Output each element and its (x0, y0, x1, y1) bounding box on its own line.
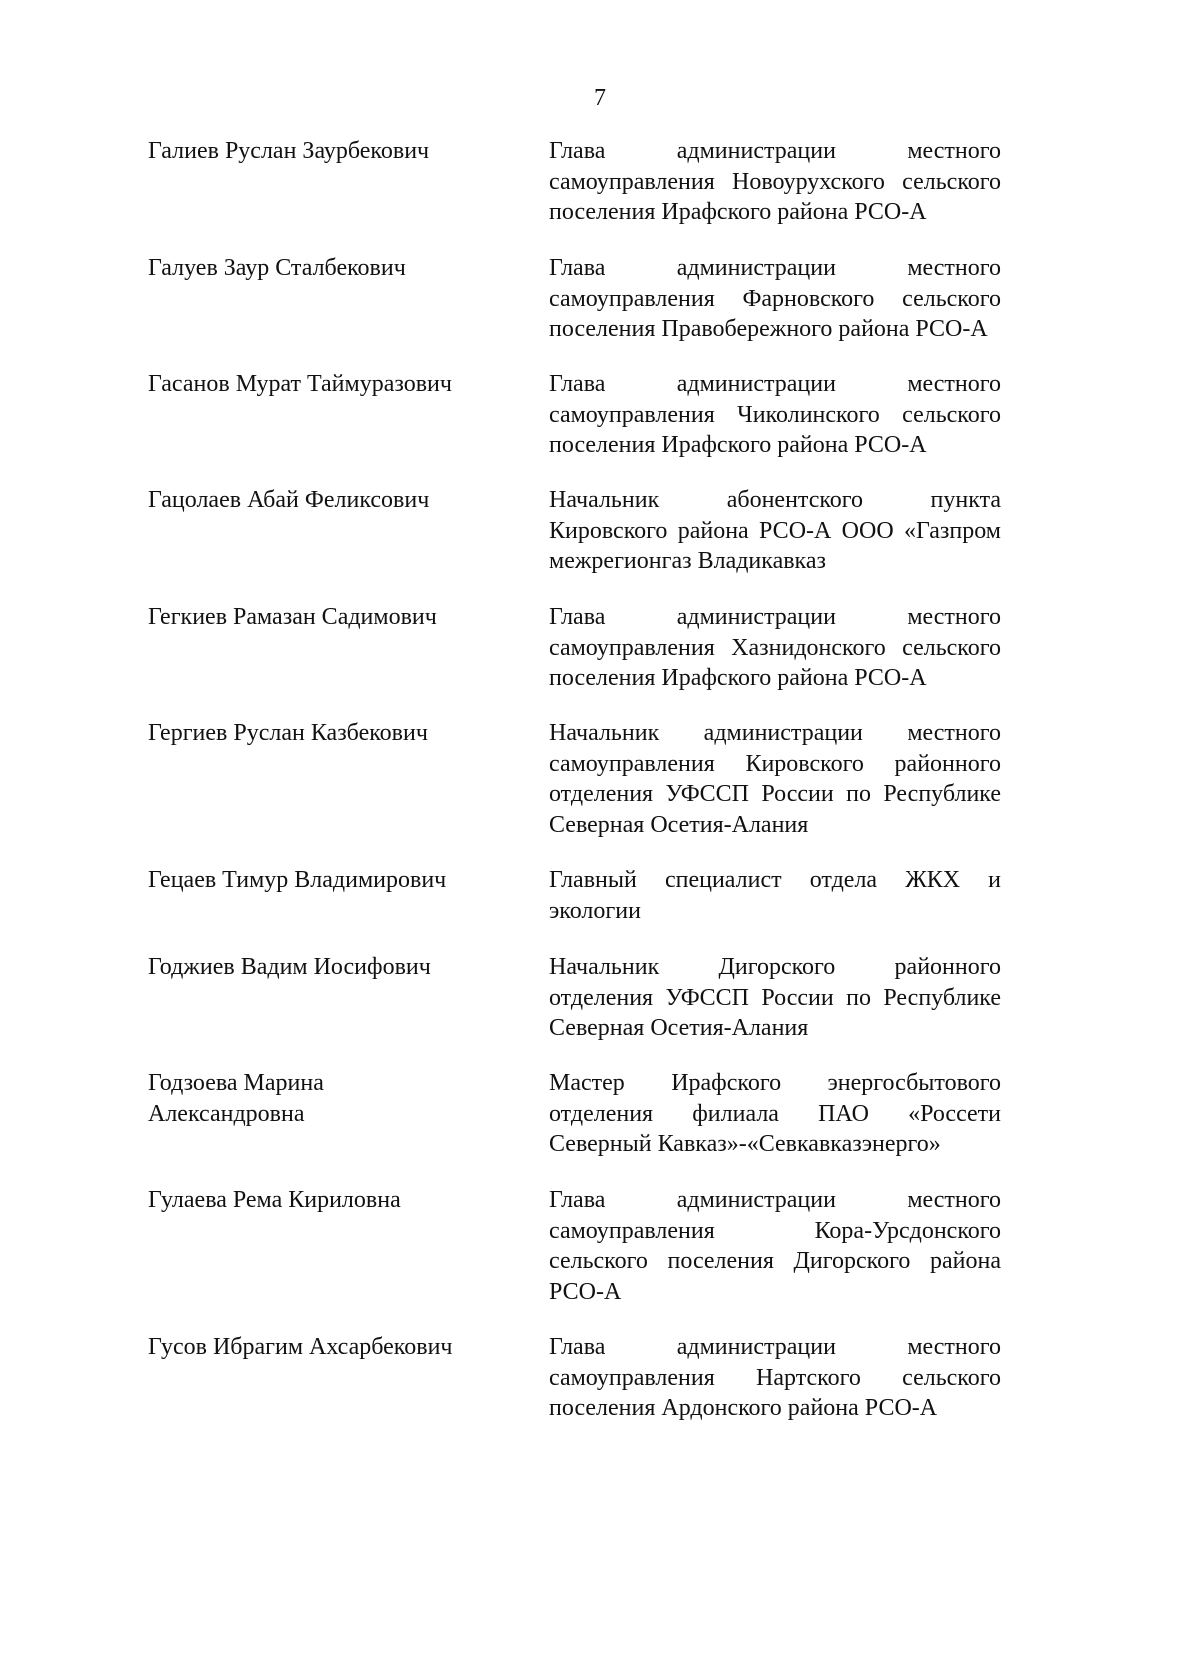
person-name: Годжиев Вадим Иосифович (148, 954, 431, 980)
person-name: Гегкиев Рамазан Садимович (148, 604, 437, 630)
person-name: Гасанов Мурат Таймуразович (148, 371, 452, 397)
person-position: Глава администрации местного самоуправления Нартского сельского поселения Ардонского района РСО-А (549, 1334, 1001, 1421)
person-name: Гулаева Рема Кириловна (148, 1187, 401, 1213)
person-position: Глава администрации местного самоуправления Хазнидонского сельского поселения Ирафского района РСО-А (549, 604, 1001, 691)
person-name: Гусов Ибрагим Ахсарбекович (148, 1334, 453, 1360)
person-name: Годзоева Марина Александровна (148, 1070, 324, 1127)
person-position: Глава администрации местного самоуправления Фарновского сельского поселения Правобережного района РСО-А (549, 255, 1001, 342)
person-name: Галиев Руслан Заурбекович (148, 138, 430, 164)
person-name: Галуев Заур Сталбекович (148, 255, 406, 281)
person-position: Главный специалист отдела ЖКХ и экологии (549, 867, 1001, 924)
person-name: Гецаев Тимур Владимирович (148, 867, 447, 893)
person-position: Глава администрации местного самоуправления Кора-Урсдонского сельского поселения Дигорского района РСО-А (549, 1187, 1001, 1305)
person-name: Гергиев Руслан Казбекович (148, 720, 428, 746)
person-position: Начальник администрации местного самоуправления Кировского районного отделения УФССП России по Республике Северная Осетия-Алания (549, 720, 1001, 838)
page-number: 7 (594, 85, 606, 111)
person-position: Начальник абонентского пункта Кировского района РСО-А ООО «Газпром межрегионгаз Владикавказ (549, 487, 1001, 574)
person-position: Глава администрации местного самоуправления Чиколинского сельского поселения Ирафского района РСО-А (549, 371, 1001, 458)
person-name: Гацолаев Абай Феликсович (148, 487, 430, 513)
person-position: Мастер Ирафского энергосбытового отделения филиала ПАО «Россети Северный Кавказ»-«Севкавказэнерго» (549, 1070, 1001, 1157)
person-position: Начальник Дигорского районного отделения УФССП России по Республике Северная Осетия-Алания (549, 954, 1001, 1041)
person-position: Глава администрации местного самоуправления Новоурухского сельского поселения Ирафского района РСО-А (549, 138, 1001, 225)
